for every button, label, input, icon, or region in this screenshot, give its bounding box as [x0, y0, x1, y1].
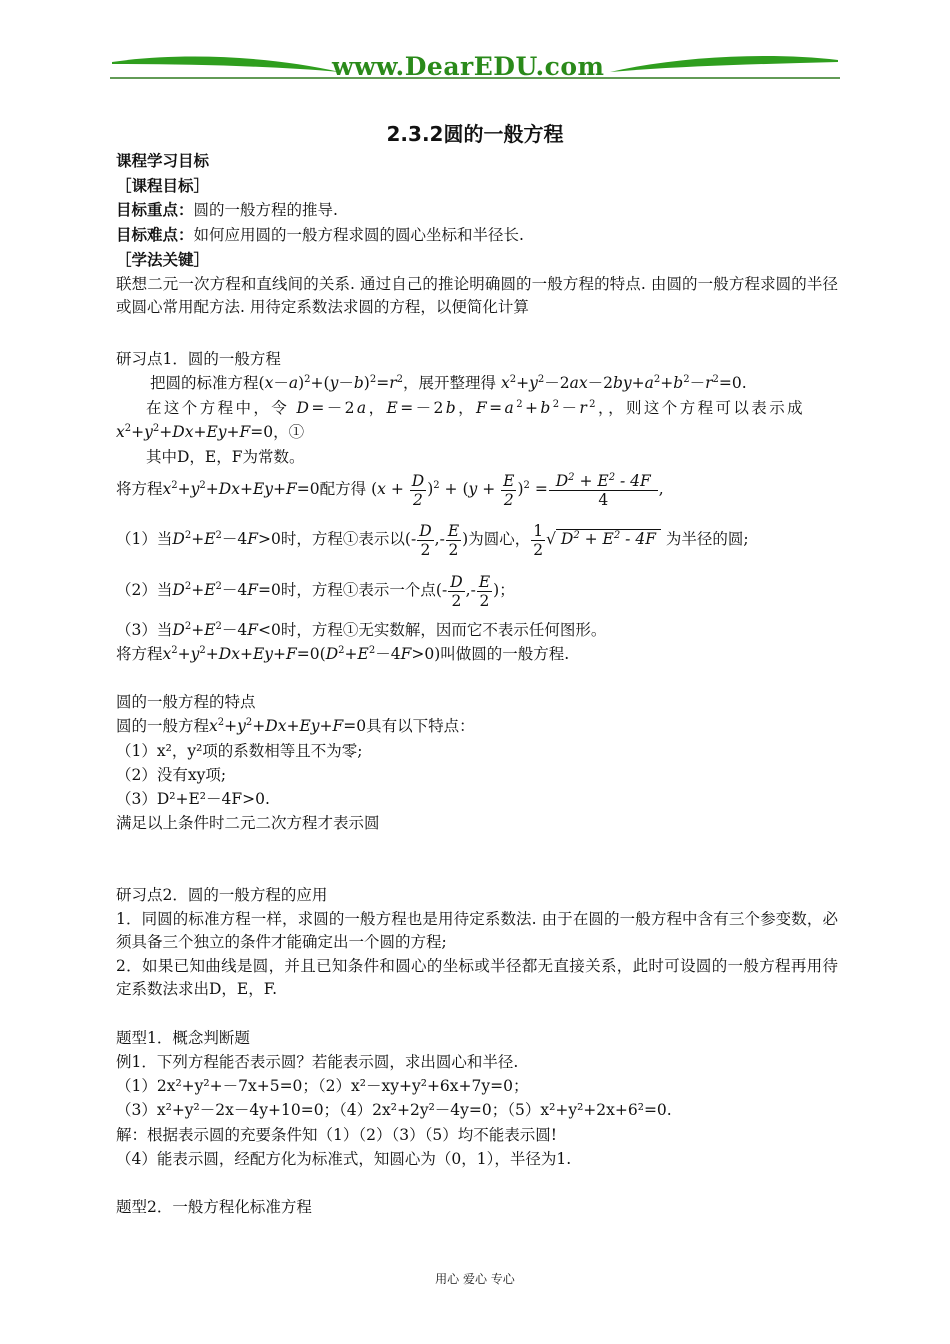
features-heading: 圆的一般方程的特点 — [116, 693, 256, 711]
method-text: 联想二元一次方程和直线间的关系. 通过自己的推论明确圆的一般方程的特点. 由圆的一般方程求圆的半径或圆心常用配方法. 用待定系数法求圆的方程，以便简化计算 — [116, 275, 838, 316]
features-intro-prefix: 圆的一般方程 — [116, 717, 210, 735]
eq1-marker: ，① — [273, 423, 305, 441]
case1-end: 为半径的圆; — [665, 530, 749, 548]
solution-line1: 解：根据表示圆的充要条件知（1）（2）（3）（5）均不能表示圆! — [116, 1126, 557, 1144]
case3-mid: 时，方程①无实数解，因而它不表示任何图形。 — [280, 621, 607, 639]
method-label: ［学法关键］ — [116, 250, 210, 269]
expand-mid: ，展开整理得 — [403, 374, 497, 392]
course-goal-bracket — [116, 175, 209, 197]
focus-label: 目标重点： — [116, 201, 194, 219]
features-conclusion: 满足以上条件时二元二次方程才表示圆 — [116, 814, 380, 832]
focus-text: 圆的一般方程的推导. — [193, 201, 338, 219]
solution-line2: （4）能表示圆，经配方化为标准式，知圆心为（0，1），半径为1. — [116, 1150, 572, 1168]
difficulty-line — [116, 224, 524, 246]
point2-para1: 1．同圆的标准方程一样，求圆的一般方程也是用待定系数法. 由于在圆的一般方程中含有三个参变数，必须具备三个独立的条件才能确定出一个圆的方程; — [116, 910, 838, 951]
page-footer: 用心 爱心 专心 — [435, 1272, 515, 1286]
example1-text: 例1．下列方程能否表示圆？若能表示圆，求出圆心和半径. — [116, 1053, 519, 1071]
site-logo-text: www.DearEDU.com — [332, 52, 605, 81]
page-title: 2.3.2圆的一般方程 — [386, 122, 564, 146]
let-end: ，则这个方程可以表示成 — [608, 399, 805, 417]
const-line: 其中D，E，F为常数。 — [146, 448, 305, 466]
header-logo — [110, 50, 840, 88]
features-intro-suffix: 具有以下特点： — [366, 717, 475, 735]
feature-item-3: （3）D²+E²－4F>0. — [116, 790, 270, 808]
difficulty-text: 如何应用圆的一般方程求圆的圆心坐标和半径长. — [193, 226, 524, 244]
fraction-d2: $\frac{D}{2}$ — [411, 471, 425, 509]
feature-item-1: （1）x²，y²项的系数相等且不为零; — [116, 742, 363, 760]
example1-line2: （3）x²+y²－2x－4y+10=0；（4）2x²+2y²－4y=0；（5）x²+y²+2x+6²=0. — [116, 1101, 672, 1119]
features-intro: 圆的一般方程$x^2+y^2+Dx+Ey+F=0$具有以下特点： — [116, 717, 475, 735]
complete-mid: 配方得 — [319, 480, 367, 498]
fraction-e2: $\frac{E}{2}$ — [503, 471, 515, 509]
expand-intro: 把圆的标准方程 — [150, 374, 259, 392]
case1-mid: 时，方程①表示以 — [280, 530, 405, 548]
general-intro: 将方程 — [116, 645, 163, 663]
example1-line1: （1）2x²+y²+－7x+5=0；（2）x²－xy+y²+6x+7y=0； — [116, 1077, 529, 1095]
sqrt-radius: √ $D^2 + E^2 - 4F$ — [546, 530, 661, 548]
feature-item-2: （2）没有xy项; — [116, 766, 227, 784]
general-end: 叫做圆的一般方程. — [440, 645, 570, 663]
complete-intro: 将方程 — [116, 480, 163, 498]
fraction-radius-squared: $\frac{D^2 + E^2 - 4F}{4}$ — [550, 471, 656, 509]
type2-heading: 题型2．一般方程化标准方程 — [116, 1198, 312, 1216]
point1-heading: 研习点1．圆的一般方程 — [116, 350, 281, 368]
case1-center: 为圆心， — [468, 530, 531, 548]
eq1-line: $x^2+y^2+Dx+Ey+F=0$，① — [116, 423, 305, 441]
case1-prefix: （1）当 — [116, 530, 173, 548]
type1-heading: 题型1．概念判断题 — [116, 1029, 250, 1047]
case2-end: ； — [499, 581, 515, 599]
case3-prefix: （3）当 — [116, 621, 173, 639]
complete-square-line: 将方程$x^2+y^2+Dx+Ey+F=0$配方得 (x + $\frac{D}{2}$ )$^2$ + (y + $\frac{E}{2}$ )$^2$ = $\frac{D^2 + E^2 - 4F}{4}$ , — [116, 471, 664, 509]
difficulty-label: 目标难点： — [116, 226, 194, 244]
general-def-line: 将方程$x^2+y^2+Dx+Ey+F=0(D^2+E^2-4F>0)$叫做圆的一般方程. — [116, 645, 570, 663]
case2-mid: 时，方程①表示一个点 — [280, 581, 436, 599]
case2-prefix: （2）当 — [116, 581, 173, 599]
case3-line: （3）当$D^2+E^2-4F<0$时，方程①无实数解，因而它不表示任何图形。 — [116, 621, 607, 639]
point2-para2: 2．如果已知曲线是圆，并且已知条件和圆心的坐标或半径都无直接关系，此时可设圆的一般方程再用待定系数法求出D，E，F. — [116, 957, 838, 998]
goals-heading: 课程学习目标 — [116, 152, 210, 170]
let-text: 在这个方程中，令 — [146, 399, 290, 417]
method-bracket — [116, 249, 209, 271]
point2-heading: 研习点2．圆的一般方程的应用 — [116, 886, 328, 904]
case1-line: （1）当$D^2+E^2-4F>0$时，方程①表示以(- $\frac{D}{2}$ ,- $\frac{E}{2}$ )为圆心， $\frac{1}{2}$ √ $D^2 + E^2 - 4F$ 为半径的圆; — [116, 521, 749, 559]
course-goal-label: ［课程目标］ — [116, 176, 210, 195]
let-line: 在这个方程中，令 D=－2a，E=－2b，$F=a^2+b^2-r^2$，，则这个方程可以表示成 — [146, 399, 805, 417]
standard-expand-line: 把圆的标准方程$(x-a)^2+(y-b)^2=r^2$，展开整理得 $x^2+y^2-2ax-2by+a^2+b^2-r^2=0$. — [150, 374, 747, 392]
case2-line: （2）当$D^2+E^2-4F=0$时，方程①表示一个点(- $\frac{D}{2}$ ,- $\frac{E}{2}$ )； — [116, 572, 515, 610]
focus-line — [116, 199, 338, 221]
